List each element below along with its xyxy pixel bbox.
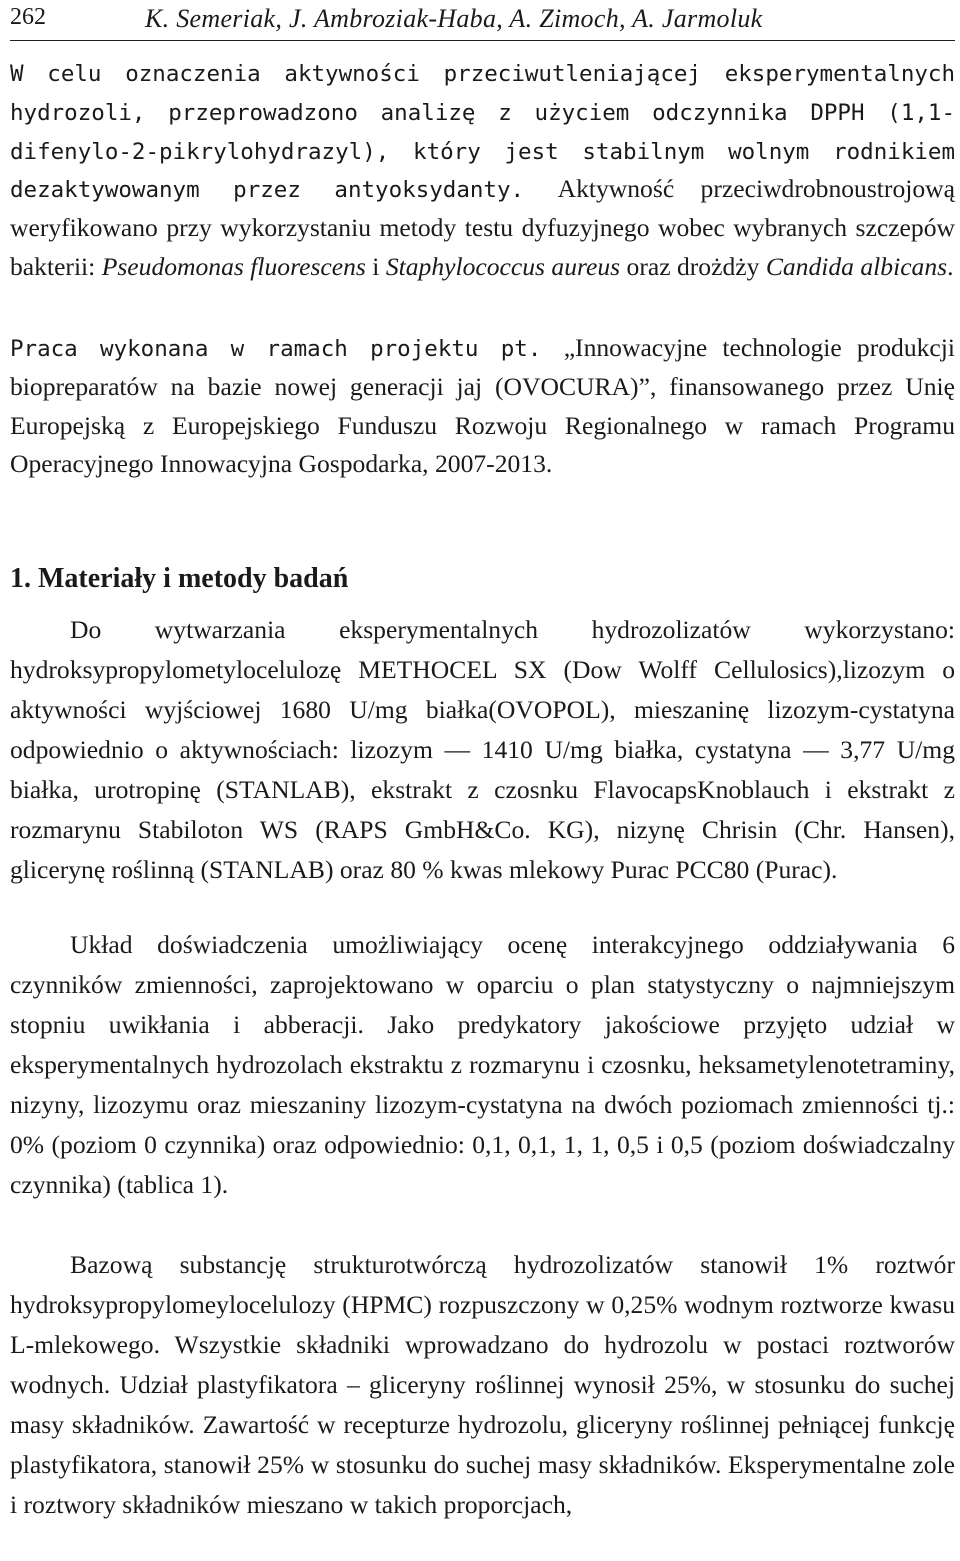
document-page bbox=[10, 0, 955, 1561]
page-number: 262 bbox=[10, 4, 46, 30]
species-pseudomonas: Pseudomonas fluorescens bbox=[101, 251, 366, 281]
intro-text-period: . bbox=[947, 251, 954, 281]
section-heading: 1. Materiały i metody badań bbox=[10, 563, 349, 594]
intro-text-and: i bbox=[365, 251, 386, 281]
intro-text-antimicrobial-a: Aktywność przeciwdrobnoustrojową weryfikowano przy wykorzystaniu metody testu dyfuzyjnego wobec wybranych szczepów bakterii: bbox=[10, 174, 955, 281]
intro-paragraph-methods bbox=[10, 55, 955, 288]
section-paragraph-design: Układ doświadczenia umożliwiający ocenę interakcyjnego oddziaływania 6 czynników zmienności, zaprojektowano w oparciu o plan statystyczny o najmniejszym stopniu uwikłania i abberacji. Jako predykatory jakościowe przyjęto udział w eksperymentalnych hydrozolach ekstraktu z rozmarynu i czosnku, heksametylenotetraminy, nizyny, lizozymu oraz mieszaniny lizozym-cystatyna na dwóch poziomach zmienności tj.: 0% (poziom 0 czynnika) oraz odpowiednio: 0,1, 0,1, 1, 1, 0,5 i 0,5 (poziom doświadczalny czynnika) (tablica 1). bbox=[10, 930, 955, 1199]
species-candida: Candida albicans bbox=[765, 251, 948, 281]
running-header bbox=[10, 0, 955, 41]
funding-text: „Innowacyjne technologie produkcji biopreparatów na bazie nowej generacji jaj (OVOCURA)”, finansowanego przez Unię Europejską z Europejskiego Funduszu Rozwoju Regionalnego w ramach Programu Operacyjnego Innowacyjna Gospodarka, 2007-2013. bbox=[10, 333, 955, 479]
intro-paragraph-funding bbox=[10, 330, 955, 485]
intro-text-yeast: oraz drożdży bbox=[620, 251, 766, 281]
section-paragraph-base: Bazową substancję strukturotwórczą hydrozolizatów stanowił 1% roztwór hydroksypropylomeylocelulozy (HPMC) rozpuszczony w 0,25% wodnym roztworze kwasu L-mlekowego. Wszystkie składniki wprowadzano do hydrozolu w postaci roztworów wodnych. Udział plastyfikatora – gliceryny roślinnej wynosił 25%, w stosunku do suchej masy składników. Zawartość w recepturze hydrozolu, gliceryny roślinnej pełniącej funkcję plastyfikatora, stanowił 25% w stosunku do suchej masy składników. Eksperymentalne zole i roztwory składników mieszano w takich proporcjach, bbox=[10, 1250, 955, 1519]
species-staphylococcus: Staphylococcus aureus bbox=[385, 251, 621, 281]
intro-text-dpph: W celu oznaczenia aktywności przeciwutleniającej eksperymentalnych hydrozoli, przeprowadzono analizę z użyciem odczynnika DPPH (1,1-difenylo-2-pikrylohydrazyl), który jest stabilnym wolnym rodnikiem dezaktywowanym przez antyoksydanty. bbox=[10, 61, 955, 204]
section-paragraph-materials: Do wytwarzania eksperymentalnych hydrozolizatów wykorzystano: hydroksypropylometylocelulozę METHOCEL SX (Dow Wolff Cellulosics),lizozym o aktywności wyjściowej 1680 U/mg białka(OVOPOL), mieszaninę lizozym-cystatyna odpowiednio o aktywnościach: lizozym — 1410 U/mg białka, cystatyna — 3,77 U/mg białka, urotropinę (STANLAB), ekstrakt z czosnku FlavocapsKnoblauch i ekstrakt z rozmarynu Stabiloton WS (RAPS GmbH&Co. KG), nizynę Chrisin (Chr. Hansen), glicerynę roślinną (STANLAB) oraz 80 % kwas mlekowy Purac PCC80 (Purac). bbox=[10, 615, 955, 884]
running-head-authors: K. Semeriak, J. Ambroziak-Haba, A. Zimoch, A. Jarmoluk bbox=[145, 4, 763, 33]
funding-lead: Praca wykonana w ramach projektu pt. bbox=[10, 336, 564, 362]
